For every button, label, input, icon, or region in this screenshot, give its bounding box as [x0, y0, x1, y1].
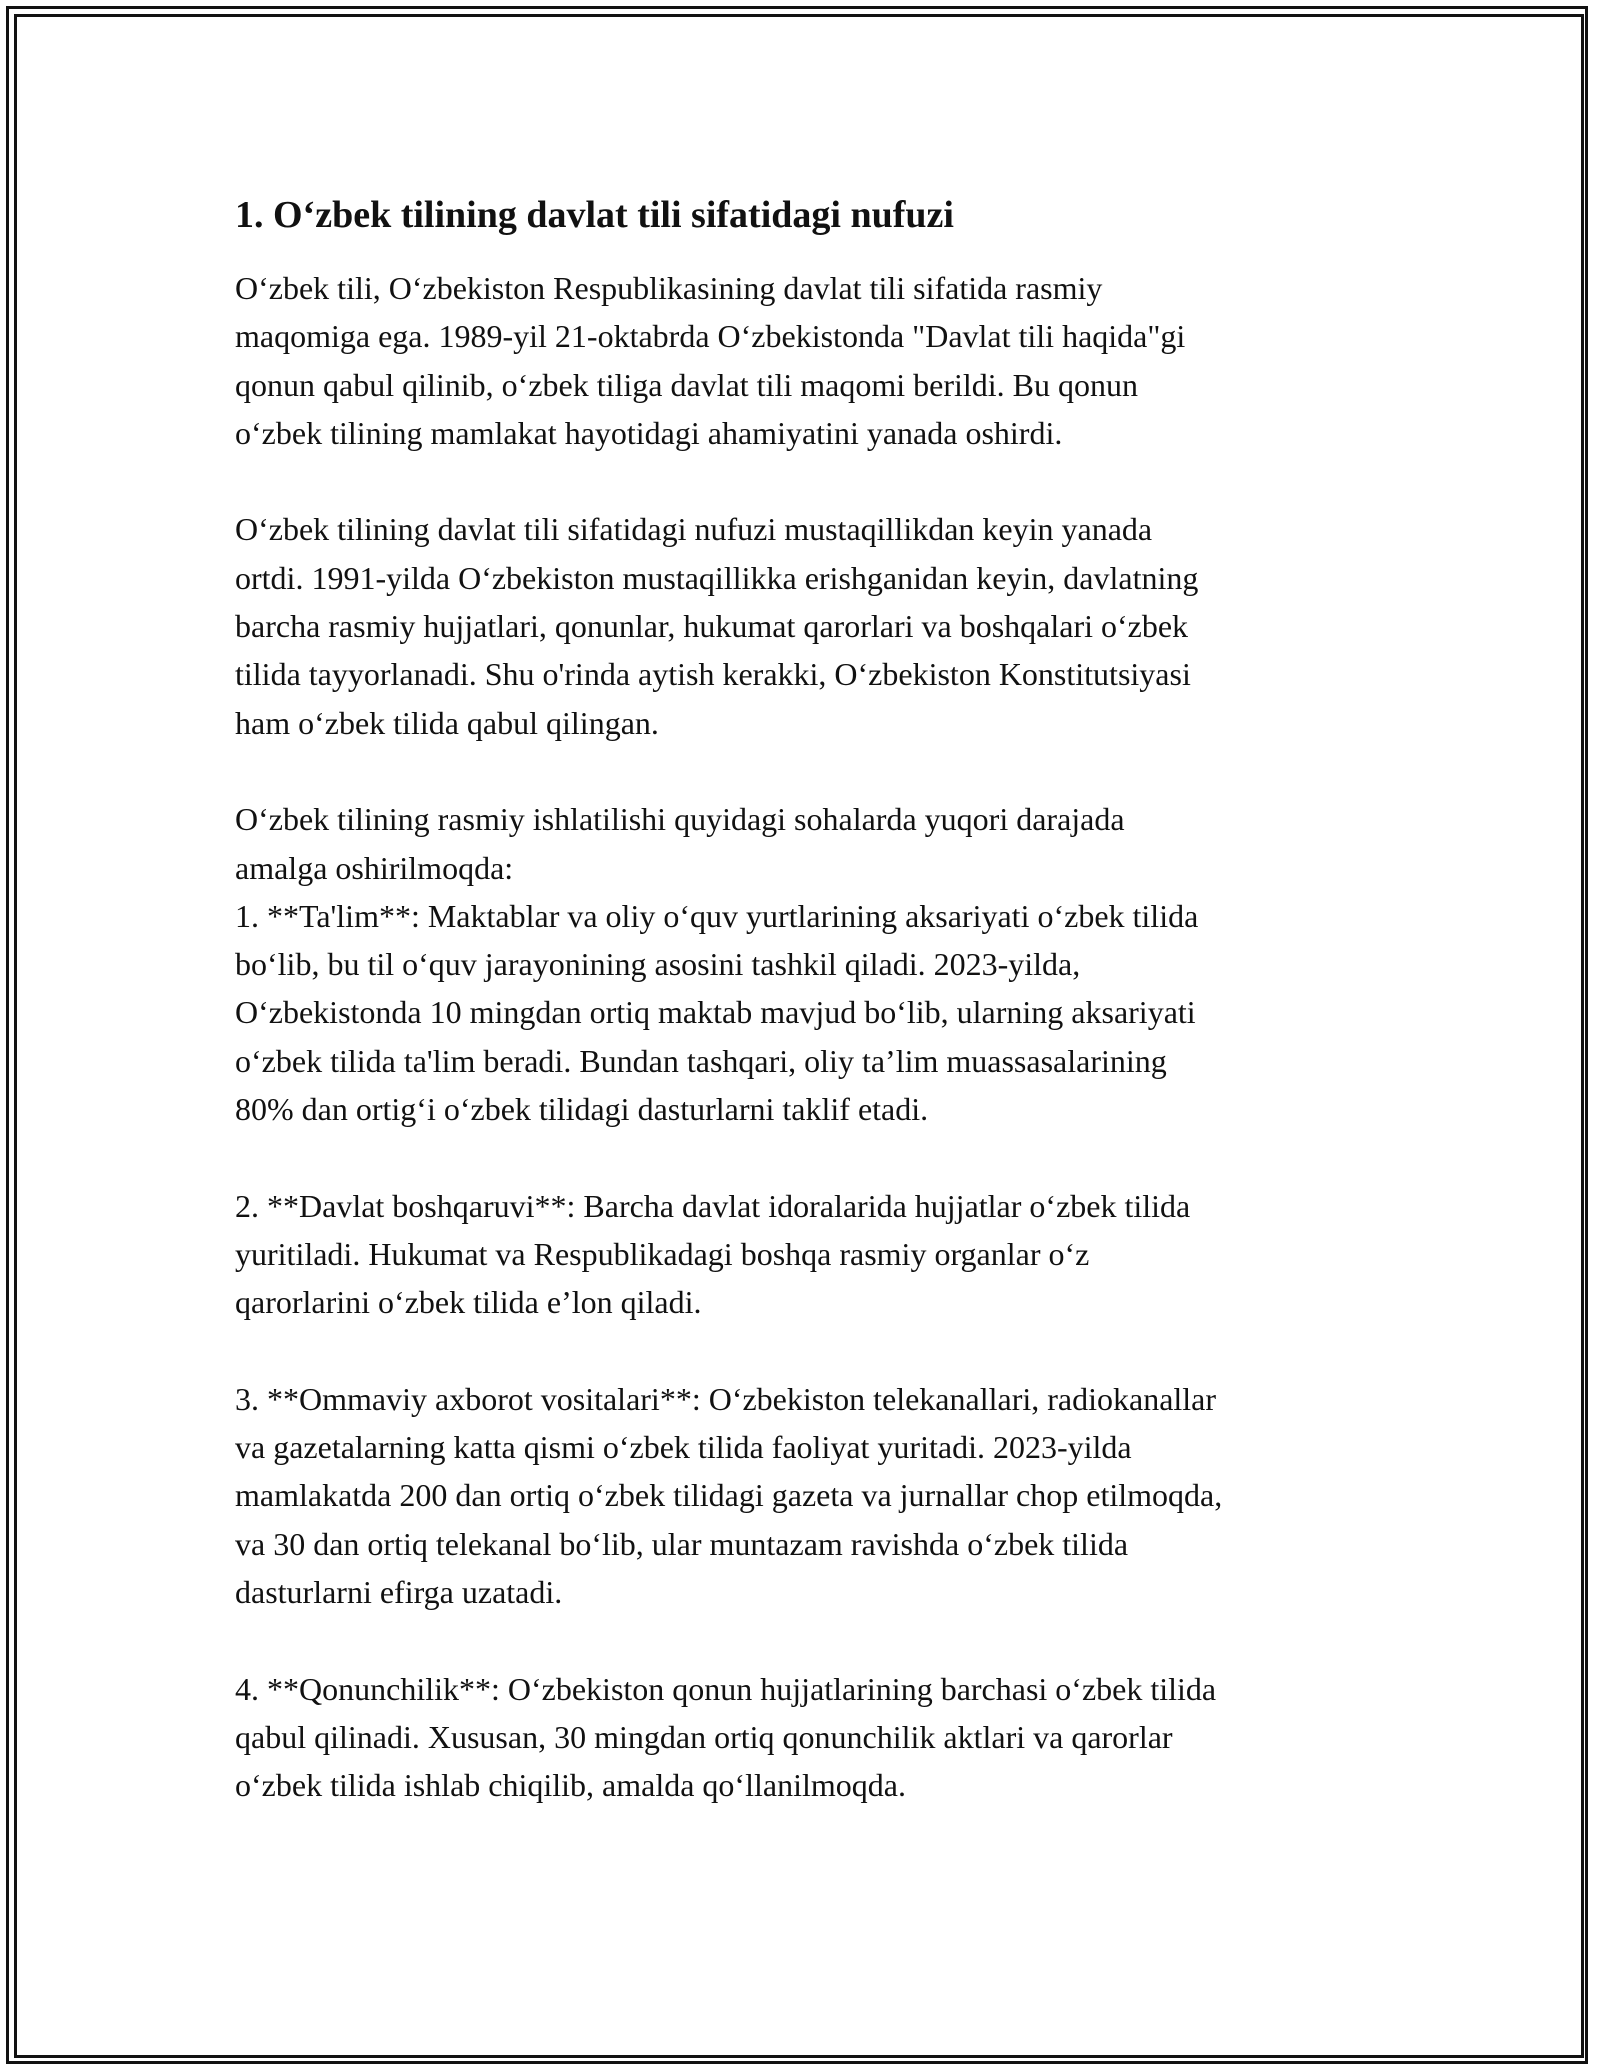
paragraph-legislation: 4. **Qonunchilik**: O‘zbekiston qonun hujjatlarining barchasi o‘zbek tilida qabul qilinadi. Xususan, 30 mingdan ortiq qonunchilik aktlari va qarorlar o‘zbek tilida ishlab chiqilib, amalda qo‘llanilmoqda.: [235, 1670, 1217, 1804]
paragraph-gap: [235, 1327, 1375, 1375]
paragraph-media: 3. **Ommaviy axborot vositalari**: O‘zbekiston telekanallari, radiokanallar va gazetalarning katta qismi o‘zbek tilida faoliyat yuritadi. 2023-yilda mamlakatda 200 dan ortiq o‘zbek tilidagi gazeta va jurnallar chop etilmoqda, va 30 dan ortiq telekanal bo‘lib, ular muntazam ravishda o‘zbek tilida dasturlarni efirga uzatadi.: [235, 1380, 1223, 1611]
section-heading: 1. O‘zbek tilining davlat tili sifatidagi nufuzi: [235, 194, 954, 236]
paragraph-gap: [235, 747, 1375, 795]
paragraph-gap: [235, 1616, 1375, 1664]
paragraph-gap: [235, 457, 1375, 505]
paragraph-independence: O‘zbek tilining davlat tili sifatidagi nufuzi mustaqillikdan keyin yanada ortdi. 1991-yilda O‘zbekiston mustaqillikka erishganidan keyin, davlatning barcha rasmiy hujjatlari, qonunlar, hukumat qarorlari va boshqalari o‘zbek tilida tayyorlanadi. Shu o'rinda aytish kerakki, O‘zbekiston Konstitutsiyasi ham o‘zbek tilida qabul qilingan.: [235, 511, 1199, 741]
document-body: [235, 190, 1375, 1810]
paragraph-official-status: O‘zbek tili, O‘zbekiston Respublikasining davlat tili sifatida rasmiy maqomiga ega. 1989-yil 21-oktabrda O‘zbekistonda "Davlat tili haqida"gi qonun qabul qilinib, o‘zbek tiliga davlat tili maqomi berildi. Bu qonun o‘zbek tilining mamlakat hayotidagi ahamiyatini yanada oshirdi.: [235, 270, 1186, 451]
paragraph-government: 2. **Davlat boshqaruvi**: Barcha davlat idoralarida hujjatlar o‘zbek tilida yuritiladi. Hukumat va Respublikadagi boshqa rasmiy organlar o‘z qarorlarini o‘zbek tilida e’lon qiladi.: [235, 1187, 1191, 1321]
paragraph-gap: [235, 1133, 1375, 1181]
paragraph-education: O‘zbek tilining rasmiy ishlatilishi quyidagi sohalarda yuqori darajada amalga oshirilmoqda: 1. **Ta'lim**: Maktablar va oliy o‘quv yurtlarining aksariyati o‘zbek tilida bo‘lib, bu til o‘quv jarayonining asosini tashkil qiladi. 2023-yilda, O‘zbekistonda 10 mingdan ortiq maktab mavjud bo‘lib, ularning aksariyati o‘zbek tilida ta'lim beradi. Bundan tashqari, oliy ta’lim muassasalarining 80% dan ortig‘i o‘zbek tilidagi dasturlarni taklif etadi.: [235, 801, 1199, 1128]
